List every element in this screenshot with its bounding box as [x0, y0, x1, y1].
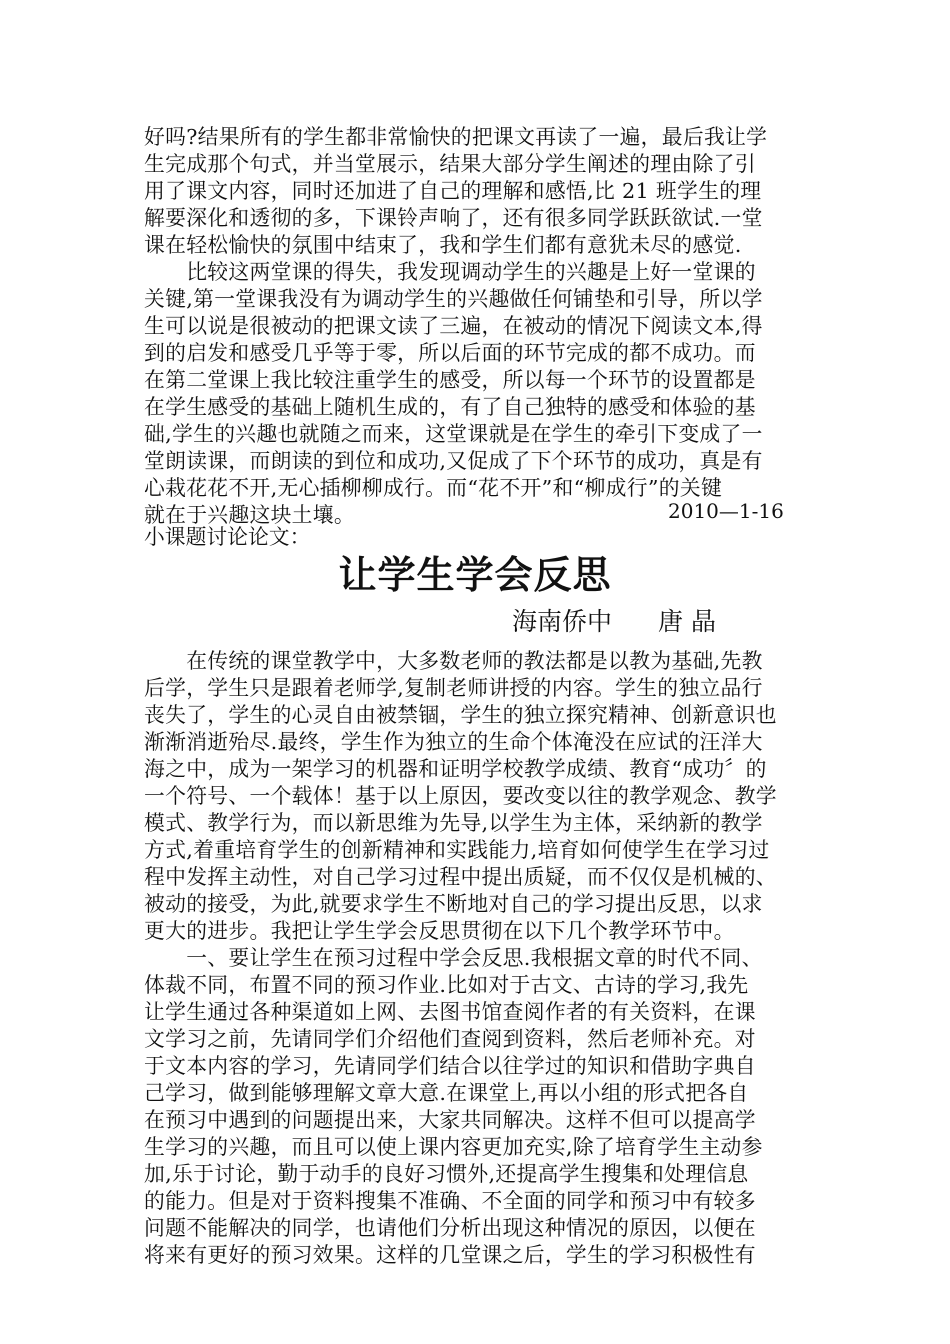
- author-school: 海南侨中: [512, 607, 613, 636]
- body-text-line: 将来有更好的预习效果。这样的几堂课之后，学生的学习积极性有: [144, 1243, 756, 1267]
- body-text-line: 方式,着重培育学生的创新精神和实践能力,培育如何使学生在学习过: [144, 838, 770, 862]
- body-text-line: 己学习，做到能够理解文章大意.在课堂上,再以小组的形式把各自: [144, 1081, 749, 1105]
- body-text-line: 到的启发和感受几乎等于零，所以后面的环节完成的都不成功。而: [144, 341, 756, 365]
- body-text-line: 更大的进步。我把让学生学会反思贯彻在以下几个教学环节中。: [144, 919, 735, 943]
- body-text-line: 问题不能解决的同学，也请他们分析出现这种情况的原因，以便在: [144, 1216, 756, 1240]
- body-text-line: 一、要让学生在预习过程中学会反思.我根据文章的时代不同、: [144, 946, 763, 970]
- body-text-line: 解要深化和透彻的多，下课铃声响了，还有很多同学跃跃欲试.一堂: [144, 206, 763, 230]
- body-text-line: 在学生感受的基础上随机生成的，有了自己独特的感受和体验的基: [144, 395, 756, 419]
- paper-category-label: 小课题讨论论文：: [144, 525, 311, 549]
- body-text-line: 关键,第一堂课我没有为调动学生的兴趣做任何铺垫和引导，所以学: [144, 287, 763, 311]
- body-text-line: 体裁不同，布置不同的预习作业.比如对于古文、古诗的学习,我先: [144, 973, 749, 997]
- body-text-line: 就在于兴趣这块土壤。: [144, 503, 355, 527]
- body-text-line: 后学，学生只是跟着老师学,复制老师讲授的内容。学生的独立品行: [144, 676, 763, 700]
- body-text-line: 课在轻松愉快的氛围中结束了，我和学生们都有意犹未尽的感觉.: [144, 233, 742, 257]
- body-text-line: 渐渐消逝殆尽.最终，学生作为独立的生命个体淹没在应试的汪洋大: [144, 730, 763, 754]
- body-text-line: 生学习的兴趣，而且可以使上课内容更加充实,除了培育学生主动参: [144, 1135, 763, 1159]
- body-text-line: 生可以说是很被动的把课文读了三遍，在被动的情况下阅读文本,得: [144, 314, 763, 338]
- body-text-line: 在第二堂课上我比较注重学生的感受，所以每一个环节的设置都是: [144, 368, 756, 392]
- body-text-line: 丧失了，学生的心灵自由被禁锢，学生的独立探究精神、创新意识也: [144, 703, 777, 727]
- body-text-line: 程中发挥主动性，对自己学习过程中提出质疑，而不仅仅是机械的、: [144, 865, 777, 889]
- paper-title: 让学生学会反思: [338, 553, 612, 597]
- author-line: [512, 605, 716, 639]
- body-text-line: 在传统的课堂教学中，大多数老师的教法都是以教为基础,先教: [144, 649, 763, 673]
- body-text-line: 一个符号、一个载体！基于以上原因，要改变以往的教学观念、教学: [144, 784, 777, 808]
- body-text-line: 文学习之前，先请同学们介绍他们查阅到资料，然后老师补充。对: [144, 1027, 756, 1051]
- body-text-line: 加,乐于讨论，勤于动手的良好习惯外,还提高学生搜集和处理信息: [144, 1162, 749, 1186]
- body-text-line: 础,学生的兴趣也就随之而来，这堂课就是在学生的牵引下变成了一: [144, 422, 763, 446]
- date-text: 2010—1-16: [668, 499, 784, 523]
- body-text-line: 的能力。但是对于资料搜集不准确、不全面的同学和预习中有较多: [144, 1189, 756, 1213]
- body-text-line: 让学生通过各种渠道如上网、去图书馆查阅作者的有关资料，在课: [144, 1000, 756, 1024]
- body-text-line: 用了课文内容，同时还加进了自己的理解和感悟,比 21 班学生的理: [144, 179, 762, 203]
- body-text-line: 模式、教学行为，而以新思维为先导,以学生为主体，采纳新的教学: [144, 811, 763, 835]
- body-text-line: 被动的接受，为此,就要求学生不断地对自己的学习提出反思，以求: [144, 892, 763, 916]
- body-text-line: 生完成那个句式，并当堂展示，结果大部分学生阐述的理由除了引: [144, 152, 756, 176]
- body-text-line: 于文本内容的学习，先请同学们结合以往学过的知识和借助字典自: [144, 1054, 756, 1078]
- body-text-line: 好吗?结果所有的学生都非常愉快的把课文再读了一遍，最后我让学: [144, 125, 768, 149]
- author-name: 唐 晶: [658, 607, 716, 636]
- body-text-line: 心栽花花不开,无心插柳柳成行。而“花不开”和“柳成行”的关键: [144, 476, 723, 500]
- body-text-line: 比较这两堂课的得失，我发现调动学生的兴趣是上好一堂课的: [144, 260, 756, 284]
- body-text-line: 堂朗读课，而朗读的到位和成功,又促成了下个环节的成功，真是有: [144, 449, 763, 473]
- body-text-line: 在预习中遇到的问题提出来，大家共同解决。这样不但可以提高学: [144, 1108, 756, 1132]
- body-text-line: 海之中，成为一架学习的机器和证明学校教学成绩、教育“成功〞的: [144, 757, 767, 781]
